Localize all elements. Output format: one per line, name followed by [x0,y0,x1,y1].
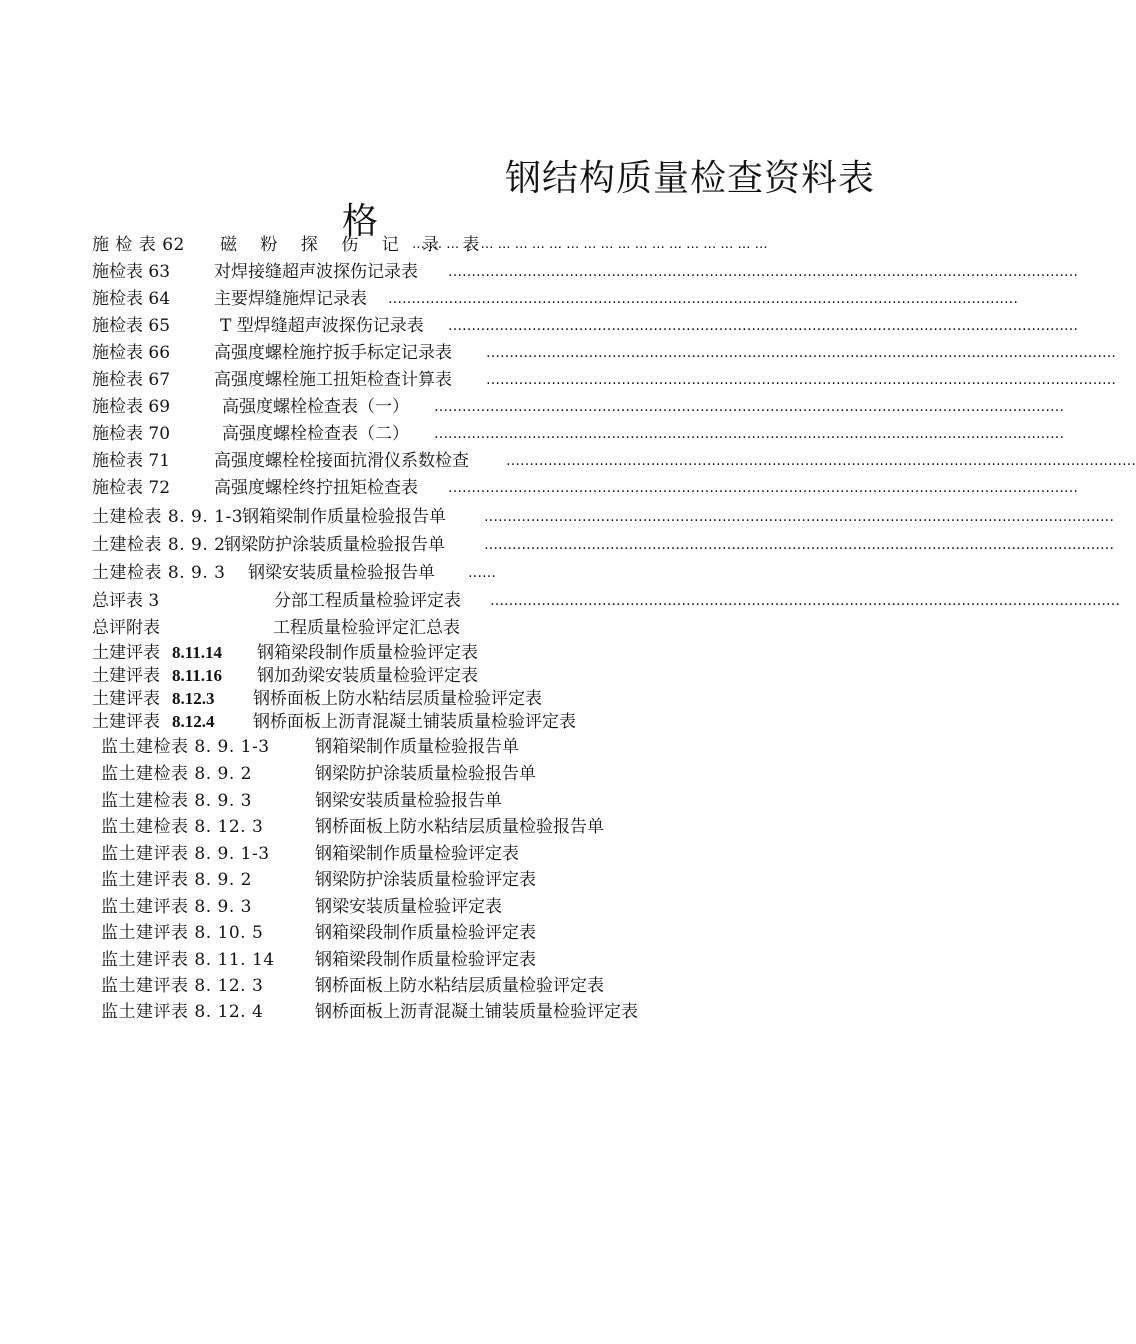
entry-code: 施检表 64 [92,289,171,309]
entry-code: 总评附表 [92,618,160,638]
document-title-continued: 格 [342,201,379,242]
entry-code: 监土建评表 8. 12. 3 [101,976,264,996]
entry-code: 施检表 69 [92,397,171,417]
entry-name: 钢桥面板上沥青混凝土铺装质量检验评定表 [253,712,576,732]
entry-code: 监土建检表 8. 9. 3 [101,791,252,811]
entry-code: 施检表 71 [92,451,171,471]
entry-name: 钢桥面板上沥青混凝土铺装质量检验评定表 [315,1002,638,1022]
leader-dots: ……………………………………………………………………………………………………………………… [448,264,1078,280]
entry-name: 高强度螺栓检查表（一） [222,397,409,417]
entry-name: 高强度螺栓施拧扳手标定记录表 [214,343,452,363]
entry-code: 监土建评表 8. 9. 3 [101,897,252,917]
entry-name: 高强度螺栓终拧扭矩检查表 [214,478,418,498]
entry-code: 施检表 63 [92,262,171,282]
entry-name: 钢加劲梁安装质量检验评定表 [257,666,478,686]
entry-name: 分部工程质量检验评定表 [274,591,461,611]
entry-code: 施检表 66 [92,343,171,363]
entry-name: 钢桥面板上防水粘结层质量检验评定表 [253,689,542,709]
leader-dots: ……………………………………………………………………………………………………………………… [486,345,1116,361]
entry-code: 监土建评表 8. 9. 1-3 [101,844,270,864]
entry-name: 对焊接缝超声波探伤记录表 [214,262,418,282]
entry-name: 钢桥面板上防水粘结层质量检验评定表 [315,976,604,996]
leader-dots: ……………………………………………………………………………………………………………………… [434,399,1064,415]
entry-name: 高强度螺栓施工扭矩检查计算表 [214,370,452,390]
entry-code: 总评表 3 [92,591,160,611]
entry-name: 钢梁防护涂装质量检验报告单 [224,535,445,555]
entry-code: 监土建检表 8. 9. 1-3 [101,737,270,757]
leader-dots: …… [468,565,496,581]
leader-dots: … … … … … … … … … … … … … … … … … … … … … [412,237,768,252]
entry-name: 钢梁防护涂装质量检验报告单 [315,764,536,784]
entry-code: 施 检 表 62 [92,235,185,255]
entry-name: 钢桥面板上防水粘结层质量检验报告单 [315,817,604,837]
entry-code-number: 8.11.16 [172,666,223,685]
entry-name: 钢箱梁制作质量检验评定表 [315,844,519,864]
entry-code-number: 8.11.14 [172,643,223,662]
document-title: 钢结构质量检查资料表 [505,158,876,199]
entry-code: 监土建评表 8. 12. 4 [101,1002,264,1022]
entry-code: 监土建检表 8. 12. 3 [101,817,264,837]
entry-name: 钢梁安装质量检验报告单 [315,791,502,811]
entry-name: 主要焊缝施焊记录表 [214,289,367,309]
entry-code: 监土建评表 8. 9. 2 [101,870,252,890]
entry-code: 土建检表 8. 9. 3 [92,563,226,583]
entry-name: 钢梁防护涂装质量检验评定表 [315,870,536,890]
leader-dots: ……………………………………………………………………………………………………………………… [434,426,1064,442]
entry-code-prefix: 土建评表 [92,712,160,732]
entry-name: 高强度螺栓检查表（二） [222,424,409,444]
entry-name: 钢箱梁段制作质量检验评定表 [315,923,536,943]
entry-name: 钢箱梁制作质量检验报告单 [315,737,519,757]
entry-name: 钢梁安装质量检验评定表 [315,897,502,917]
leader-dots: ……………………………………………………………………………………………………………………… [486,372,1116,388]
leader-dots: ……………………………………………………………………………………………………………………… [506,453,1136,469]
entry-code-number: 8.12.3 [172,689,215,708]
entry-name: 钢箱梁段制作质量检验评定表 [257,643,478,663]
entry-code: 监土建评表 8. 10. 5 [101,923,264,943]
entry-code-prefix: 土建评表 [92,666,160,686]
entry-code: 施检表 67 [92,370,171,390]
leader-dots: ……………………………………………………………………………………………………………………… [388,291,1018,307]
entry-code-prefix: 土建评表 [92,689,160,709]
leader-dots: ……………………………………………………………………………………………………………………… [490,593,1120,609]
entry-name: 钢箱梁段制作质量检验评定表 [315,950,536,970]
entry-code: 监土建评表 8. 11. 14 [101,950,275,970]
entry-code: 施检表 72 [92,478,171,498]
entry-name: 工程质量检验评定汇总表 [273,618,460,638]
leader-dots: ……………………………………………………………………………………………………………………… [484,537,1114,553]
entry-name: T 型焊缝超声波探伤记录表 [220,316,424,336]
leader-dots: ……………………………………………………………………………………………………………………… [448,480,1078,496]
entry-name: 钢梁安装质量检验报告单 [248,563,435,583]
entry-code-number: 8.12.4 [172,712,215,731]
entry-code: 土建检表 8. 9. 2 [92,535,226,555]
leader-dots: ……………………………………………………………………………………………………………………… [484,509,1114,525]
entry-name: 磁 粉 探 伤 记 录 表 [220,235,489,255]
entry-code-prefix: 土建评表 [92,643,160,663]
entry-code: 施检表 70 [92,424,171,444]
entry-name: 钢箱梁制作质量检验报告单 [242,507,446,527]
entry-code: 土建检表 8. 9. 1-3 [92,507,244,527]
leader-dots: ……………………………………………………………………………………………………………………… [448,318,1078,334]
entry-code: 监土建检表 8. 9. 2 [101,764,252,784]
entry-code: 施检表 65 [92,316,171,336]
entry-name: 高强度螺栓栓接面抗滑仪系数检查 [214,451,469,471]
